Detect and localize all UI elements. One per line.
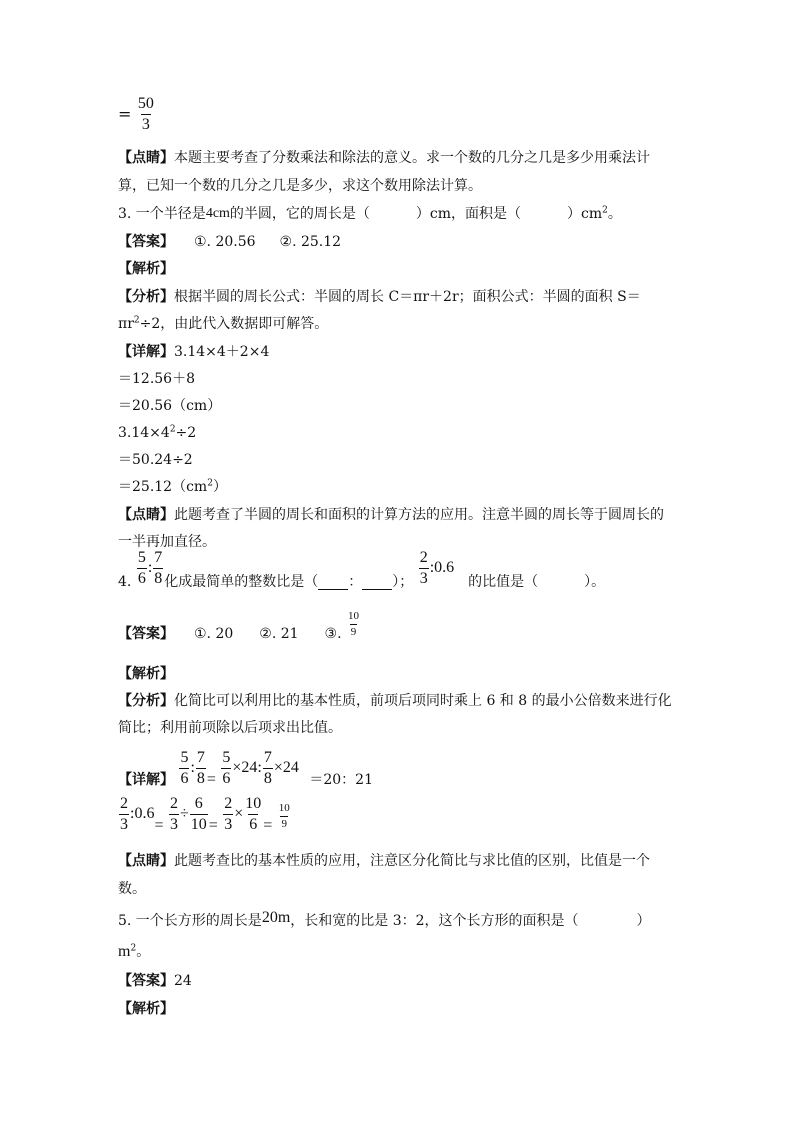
answer-label: 【答案】: [118, 626, 174, 642]
tip-text: 此题考查比的基本性质的应用，注意区分化简比与求比值的区别，比值是一个: [174, 853, 650, 869]
answer-1: ①. 20.56: [194, 234, 256, 250]
analysis-label: 【分析】: [118, 289, 174, 305]
fraction-5-6: [179, 750, 189, 787]
q4-text-b: ）；: [392, 574, 414, 590]
denominator: 6: [180, 769, 189, 787]
superscript: 2: [133, 315, 140, 326]
ratio-colon: :: [257, 759, 262, 776]
detail-step: 3.14×4: [118, 425, 170, 441]
q4-analysis-line2: 简比；利用前项除以后项求出比值。: [118, 720, 342, 736]
numerator: 50: [137, 95, 154, 112]
denominator: 10: [190, 815, 207, 833]
q5-answer: [118, 971, 192, 991]
times-24: ×24: [273, 759, 299, 776]
q5-text-a: 5. 一个长方形的周长是: [118, 913, 262, 929]
equals-sign: =: [263, 817, 273, 834]
q3-detail-4: [118, 423, 196, 443]
q4-analysis-line1: [118, 691, 672, 711]
numerator: 7: [154, 548, 163, 566]
denominator: 8: [263, 769, 272, 787]
equals-sign: =: [206, 771, 216, 788]
q4-jiexi-label: 【解析】: [118, 666, 174, 682]
q4-text-a: 化成最简单的整数比是（: [164, 574, 319, 590]
q5-question: [118, 911, 651, 931]
q4-question: [118, 548, 606, 604]
q3-text-c: ）cm，面积是（: [415, 206, 522, 222]
q3-text-end: 。: [607, 206, 622, 222]
times-sign: ×: [234, 805, 244, 822]
q3-detail-1: [118, 342, 269, 362]
q3-answer: [118, 232, 341, 252]
fraction-7-8: [263, 750, 273, 787]
numerator: 2: [224, 794, 233, 812]
q4-detail-2: [118, 796, 292, 856]
q4-tip-line2: 数。: [118, 881, 146, 897]
denominator: 3: [141, 116, 150, 133]
q3-jiexi-label: 【解析】: [118, 261, 174, 277]
ratio-colon: :: [147, 559, 153, 576]
tip-label: 【点睛】: [118, 853, 174, 869]
q3-text-d: ）cm: [567, 206, 603, 222]
fraction: [137, 96, 155, 133]
decimal-value: 0.6: [434, 559, 455, 576]
numerator: 2: [419, 548, 428, 566]
numerator: 6: [194, 794, 203, 812]
tip-text: 此题考查了半圆的周长和面积的计算方法的应用。注意半圆的周长等于圆周长的: [174, 507, 664, 523]
q3-radius: 4cm: [205, 206, 230, 221]
numerator: 10: [348, 609, 359, 622]
decimal-value: 0.6: [134, 805, 155, 822]
prev-tip-line1: [118, 148, 650, 168]
answer-2: ②. 21: [259, 626, 299, 642]
q4-ratio-colon: ：: [348, 574, 363, 590]
tip-label: 【点睛】: [118, 507, 174, 523]
fraction-10-6: [244, 796, 262, 833]
denominator: 3: [419, 569, 428, 587]
detail-label: 【详解】: [118, 772, 174, 788]
superscript: 2: [130, 943, 137, 954]
fraction-6-10: [190, 796, 208, 833]
denominator: 9: [350, 625, 357, 638]
q3-detail-3: ＝20.56（cm）: [118, 398, 222, 414]
answer-1: ①. 20: [194, 626, 234, 642]
q5-text-c: ）: [636, 913, 651, 929]
answer-3: ③.: [324, 626, 342, 642]
equals-sign: =: [208, 817, 218, 834]
equals-sign: =: [118, 104, 132, 124]
tip-label: 【点睛】: [118, 150, 174, 166]
denominator: 3: [120, 815, 128, 833]
prev-result: [118, 96, 156, 133]
ratio-colon: :: [429, 559, 435, 576]
denominator: 6: [249, 815, 258, 833]
q3-superscript: 2: [602, 205, 608, 216]
fraction-7-8: [196, 750, 206, 787]
analysis-text-a: πr: [118, 316, 134, 332]
analysis-text: 根据半圆的周长公式：半圆的周长 C＝πr＋2r；面积公式：半圆的面积 S＝: [174, 289, 641, 305]
ratio-colon: :: [130, 805, 135, 822]
fraction-2-3: [419, 550, 429, 587]
q4-number: 4.: [118, 574, 132, 590]
fraction-2-3: [119, 796, 129, 833]
denominator: 3: [224, 815, 233, 833]
q3-detail-6: [118, 477, 227, 497]
denominator: 8: [154, 569, 163, 587]
numerator: 5: [180, 748, 189, 766]
answer-fraction: [347, 611, 360, 638]
numerator: 2: [120, 794, 128, 812]
q3-text-b: 的半圆，它的周长是（: [229, 206, 370, 222]
detail-label: 【详解】: [118, 344, 174, 360]
q3-question: [118, 204, 622, 224]
detail-step: ）: [212, 479, 227, 495]
detail-step: ÷2: [175, 425, 197, 441]
denominator: 6: [137, 569, 146, 587]
q4-tip-line1: [118, 851, 650, 871]
superscript: 2: [169, 424, 176, 435]
divide-sign: ÷: [179, 805, 189, 822]
prev-tip-line2: 算，已知一个数的几分之几是多少，求这个数用除法计算。: [118, 178, 482, 194]
fraction-2-3: [223, 796, 233, 833]
answer-value: 24: [174, 973, 192, 989]
analysis-text: 化简比可以利用比的基本性质，前项后项同时乘上 6 和 8 的最小公倍数来进行化: [174, 693, 672, 709]
q5-unit: m: [118, 943, 131, 960]
q5-text-b: ，长和宽的比是 3：2，这个长方形的面积是（: [290, 913, 579, 929]
detail-step: 3.14×4＋2×4: [174, 344, 270, 360]
analysis-label: 【分析】: [118, 693, 174, 709]
numerator: 2: [169, 794, 178, 812]
numerator: 5: [137, 548, 146, 566]
fraction-2-3: [169, 796, 179, 833]
q3-analysis-line1: [118, 287, 641, 307]
detail-step: ＝25.12（cm: [118, 479, 208, 495]
q5-perimeter: 20m: [261, 909, 291, 926]
equals-sign: =: [154, 817, 164, 834]
times-24: ×24: [232, 759, 258, 776]
detail-result: ＝20：21: [309, 772, 373, 788]
q5-jiexi-label: 【解析】: [118, 1001, 174, 1017]
denominator: 6: [222, 769, 231, 787]
denominator: 9: [281, 817, 287, 830]
analysis-text-b: ÷2，由此代入数据即可解答。: [139, 316, 329, 332]
q4-answer: [118, 609, 361, 654]
q4-text-d: ）。: [584, 574, 606, 590]
answer-label: 【答案】: [118, 973, 174, 989]
fraction-5-6: [221, 750, 231, 787]
q3-tip-line1: [118, 505, 664, 525]
numerator: 10: [245, 794, 262, 812]
ratio-colon: :: [190, 759, 195, 776]
fraction-7-8: [153, 550, 163, 587]
q5-text-end: 。: [136, 944, 151, 960]
q3-tip-line2: 一半再加直径。: [118, 534, 216, 550]
numerator: 7: [263, 748, 272, 766]
q4-text-c: 的比值是（: [468, 574, 539, 590]
fraction-5-6: [137, 550, 147, 587]
q3-analysis-line2: [118, 314, 328, 334]
q5-question-line2: [118, 942, 150, 962]
numerator: 10: [278, 801, 290, 814]
answer-label: 【答案】: [118, 234, 174, 250]
tip-text: 本题主要考查了分数乘法和除法的意义。求一个数的几分之几是多少用乘法计: [174, 150, 650, 166]
q3-detail-5: ＝50.24÷2: [118, 452, 193, 468]
denominator: 8: [196, 769, 205, 787]
answer-2: ②. 25.12: [279, 234, 342, 250]
numerator: 5: [222, 748, 231, 766]
denominator: 3: [169, 815, 178, 833]
q3-detail-2: ＝12.56＋8: [118, 371, 195, 387]
superscript: 2: [207, 478, 213, 489]
numerator: 7: [196, 748, 205, 766]
result-fraction: [278, 803, 291, 830]
q3-text-a: 3. 一个半径是: [118, 206, 206, 222]
